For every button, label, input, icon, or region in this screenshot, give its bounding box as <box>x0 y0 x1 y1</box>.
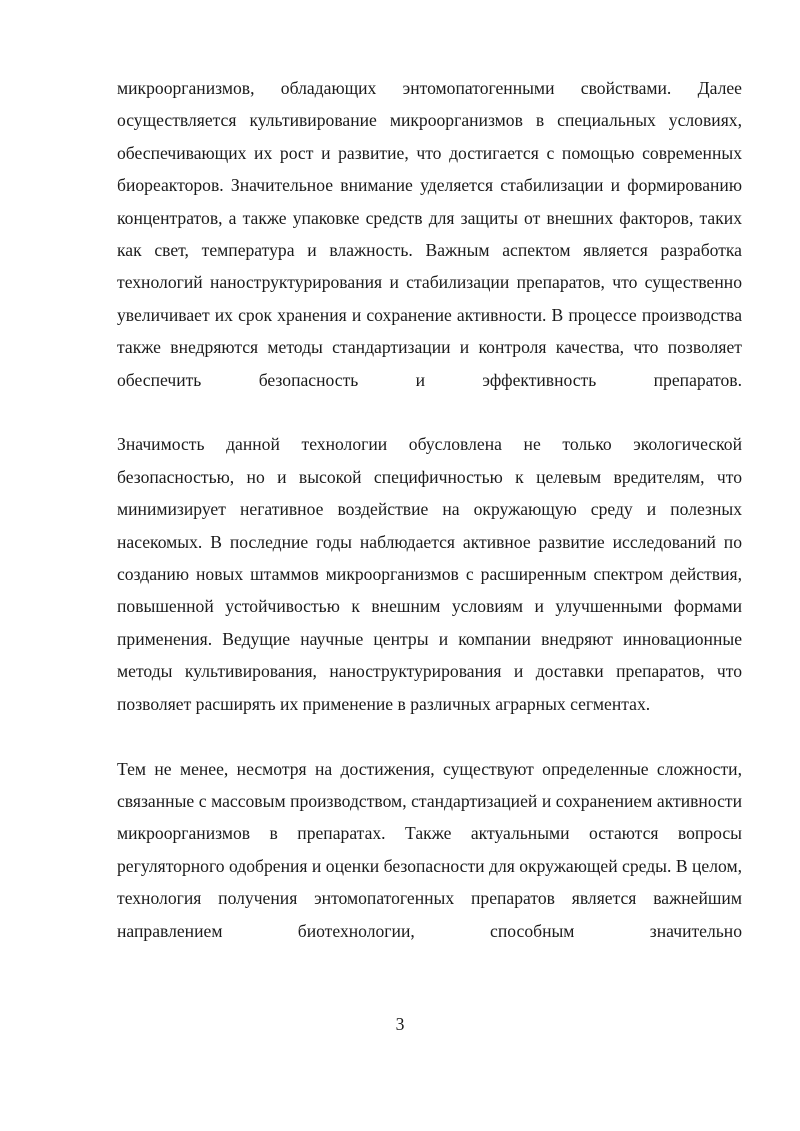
paragraph-3: Тем не менее, несмотря на достижения, существуют определенные сложности, связанные с массовым производством, стандартизацией и сохранением активности микроорганизмов в препаратах. Также актуальными остаются вопросы регуляторного одобрения и оценки безопасности для окружающей среды. В целом, технология получения энтомопатогенных препаратов является важнейшим направлением биотехнологии, способным значительно <box>117 758 742 941</box>
paragraph-gap <box>117 396 742 428</box>
paragraph-1: микроорганизмов, обладающих энтомопатогенными свойствами. Далее осуществляется культивирование микроорганизмов в специальных условиях, обеспечивающих их рост и развитие, что достигается с помощью современных биореакторов. Значительное внимание уделяется стабилизации и формированию концентратов, а также упаковке средств для защиты от внешних факторов, таких как свет, температура и влажность. Важным аспектом является разработка технологий наноструктурирования и стабилизации препаратов, что существенно увеличивает их срок хранения и сохранение активности. В процессе производства также внедряются методы стандартизации и контроля качества, что позволяет обеспечить безопасность и эффективность препаратов. <box>117 78 742 390</box>
page-number: 3 <box>395 1014 405 1034</box>
paragraph-2: Значимость данной технологии обусловлена не только экологической безопасностью, но и высокой специфичностью к целевым вредителям, что минимизирует негативное воздействие на окружающую среду и полезных насекомых. В последние годы наблюдается активное развитие исследований по созданию новых штаммов микроорганизмов с расширенным спектром действия, повышенной устойчивостью к внешним условиям и улучшенными формами применения. Ведущие научные центры и компании внедряют инновационные методы культивирования, наноструктурирования и доставки препаратов, что позволяет расширять их применение в различных аграрных сегментах. <box>117 434 742 714</box>
paragraph-gap <box>117 720 742 752</box>
text-body <box>117 72 742 947</box>
